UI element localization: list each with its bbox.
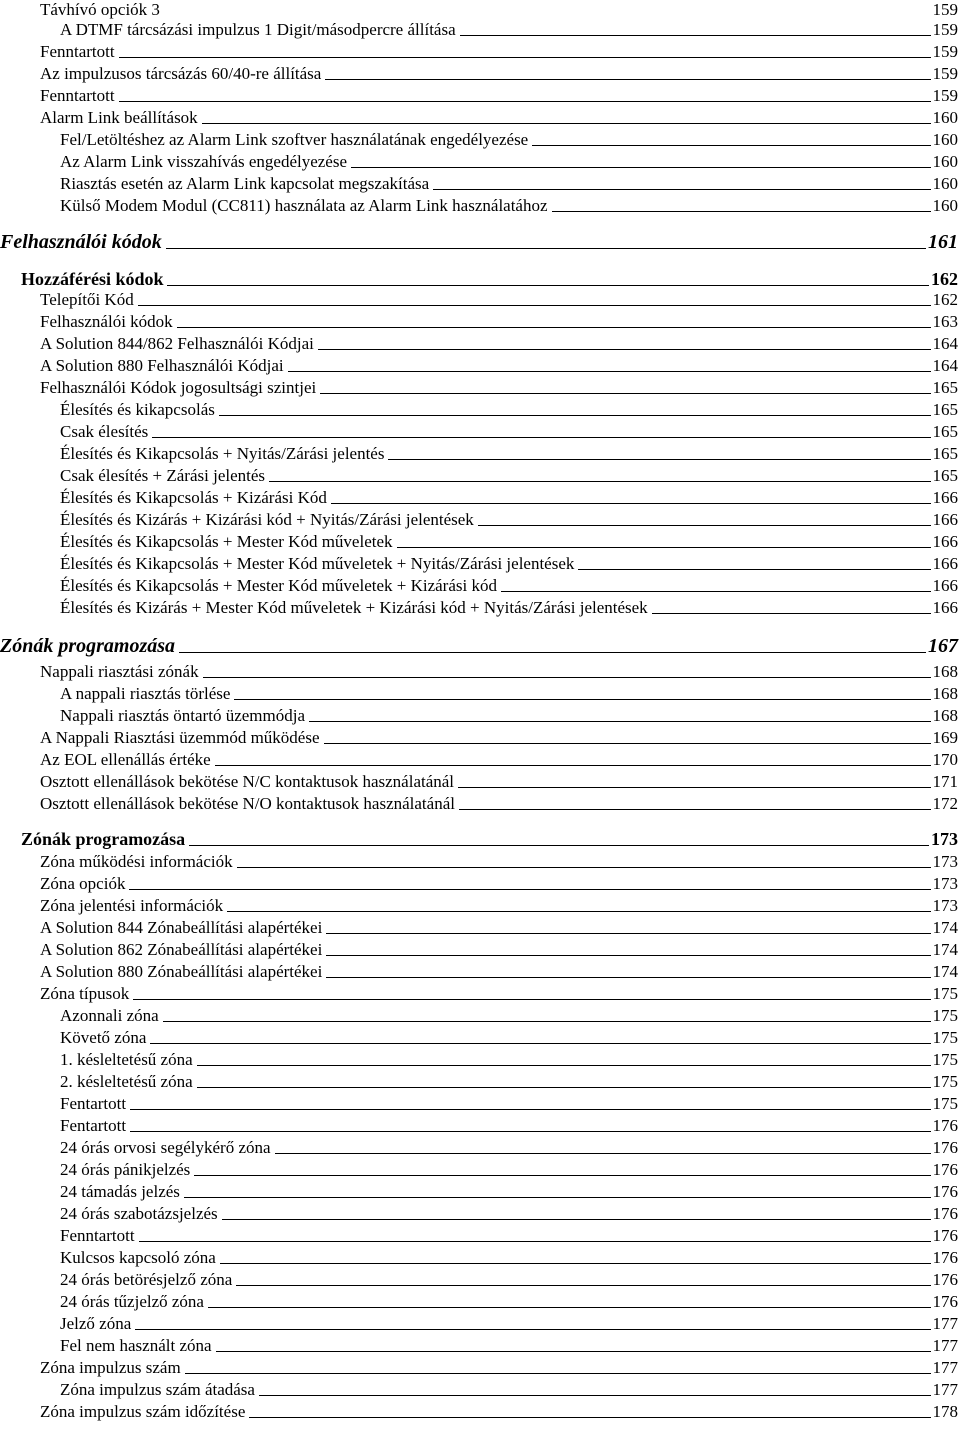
toc-entry[interactable] [0, 466, 958, 486]
toc-page-number: 176 [932, 1138, 958, 1157]
toc-entry-title: Nappali riasztási zónák [40, 662, 199, 681]
toc-page-number: 165 [932, 422, 958, 441]
toc-page-number: 175 [932, 1028, 958, 1047]
toc-entry-title: Az EOL ellenállás értéke [40, 750, 211, 769]
toc-leader-line [227, 911, 930, 912]
toc-leader-line [478, 525, 931, 526]
toc-entry-title: Osztott ellenállások bekötése N/C kontaktusok használatánál [40, 772, 455, 791]
toc-entry[interactable] [0, 174, 958, 194]
toc-entry-title: Felhasználói kódok [0, 231, 162, 253]
toc-leader-line [220, 1263, 931, 1264]
toc-page-number: 159 [932, 86, 958, 105]
toc-entry[interactable] [0, 1402, 958, 1422]
toc-entry-title: Élesítés és kikapcsolás [60, 400, 215, 419]
toc-leader-line [129, 889, 930, 890]
toc-page-number: 178 [932, 1402, 958, 1421]
toc-page-number: 176 [932, 1248, 958, 1267]
toc-entry-title: Jelző zóna [60, 1314, 132, 1333]
toc-page-number: 176 [932, 1160, 958, 1179]
toc-entry-title: 2. késleltetésű zóna [60, 1072, 193, 1091]
toc-entry-title: 24 órás tűzjelző zóna [60, 1292, 204, 1311]
toc-leader-line [532, 145, 930, 146]
toc-leader-line [318, 349, 931, 350]
toc-entry[interactable] [0, 554, 958, 574]
toc-entry[interactable] [0, 1292, 958, 1312]
toc-entry-title: Fel nem használt zóna [60, 1336, 212, 1355]
toc-leader-line [152, 437, 930, 438]
toc-leader-line [326, 955, 930, 956]
toc-entry-title: Élesítés és Kikapcsolás + Mester Kód műveletek + Nyitás/Zárási jelentések [60, 554, 575, 573]
toc-entry-title: 24 órás szabotázsjelzés [60, 1204, 218, 1223]
toc-page-number: 177 [932, 1358, 958, 1377]
toc-page-number: 159 [932, 0, 958, 19]
toc-entry-title: Zóna jelentési információk [40, 896, 224, 915]
toc-page-number: 160 [932, 130, 958, 149]
toc-leader-line [320, 393, 930, 394]
toc-entry-title: Zóna impulzus szám [40, 1358, 181, 1377]
toc-leader-line [130, 1109, 930, 1110]
toc-page-number: 165 [932, 400, 958, 419]
toc-leader-line [197, 1065, 931, 1066]
toc-leader-line [249, 1417, 930, 1418]
toc-page-number: 166 [932, 554, 958, 573]
toc-leader-line [133, 999, 930, 1000]
toc-leader-line [203, 677, 931, 678]
toc-page-number: 176 [932, 1292, 958, 1311]
toc-entry[interactable] [0, 1094, 958, 1114]
toc-page-number: 176 [932, 1226, 958, 1245]
toc-entry[interactable] [0, 1336, 958, 1356]
toc-entry[interactable] [0, 130, 958, 150]
toc-leader-line [351, 167, 930, 168]
toc-page-number: 176 [932, 1204, 958, 1223]
toc-leader-line [219, 415, 931, 416]
toc-page-number: 177 [932, 1314, 958, 1333]
toc-entry[interactable] [0, 794, 958, 814]
toc-entry[interactable] [0, 488, 958, 508]
toc-leader-line [237, 867, 931, 868]
toc-page-number: 168 [932, 662, 958, 681]
toc-entry-title: Riasztás esetén az Alarm Link kapcsolat megszakítása [60, 174, 430, 193]
toc-entry[interactable] [0, 940, 958, 960]
toc-page-number: 170 [932, 750, 958, 769]
toc-leader-line [288, 371, 931, 372]
toc-entry-title: Fel/Letöltéshez az Alarm Link szoftver használatának engedélyezése [60, 130, 529, 149]
toc-leader-line [259, 1395, 931, 1396]
toc-chapter-heading[interactable] [0, 634, 958, 658]
toc-page-number: 163 [932, 312, 958, 331]
toc-entry-title: Élesítés és Kizárás + Kizárási kód + Nyitás/Zárási jelentések [60, 510, 474, 529]
toc-entry-title: Külső Modem Modul (CC811) használata az Alarm Link használatához [60, 196, 548, 215]
toc-page-number: 177 [932, 1336, 958, 1355]
toc-leader-line [167, 285, 929, 286]
toc-page-number: 166 [932, 576, 958, 595]
toc-entry[interactable] [0, 312, 958, 332]
toc-entry-title: Követő zóna [60, 1028, 147, 1047]
toc-page-number: 175 [932, 1006, 958, 1025]
toc-leader-line [501, 591, 931, 592]
toc-leader-line [208, 1307, 931, 1308]
toc-entry-title: Kulcsos kapcsoló zóna [60, 1248, 216, 1267]
toc-entry-title: A Solution 880 Felhasználói Kódjai [40, 356, 284, 375]
toc-page-number: 166 [932, 598, 958, 617]
toc-page-number: 164 [932, 356, 958, 375]
toc-entry-title: Zónák programozása [0, 635, 176, 657]
toc-entry[interactable] [0, 576, 958, 596]
toc-entry[interactable] [0, 196, 958, 216]
toc-page-number: 160 [932, 152, 958, 171]
toc-entry[interactable] [0, 1358, 958, 1378]
toc-entry-title: Élesítés és Kikapcsolás + Kizárási Kód [60, 488, 327, 507]
toc-page-number: 162 [931, 269, 958, 289]
toc-page-number: 166 [932, 488, 958, 507]
toc-entry-title: Fenntartott [60, 1226, 135, 1245]
toc-entry[interactable] [0, 1006, 958, 1026]
toc-entry[interactable] [0, 334, 958, 354]
toc-entry[interactable] [0, 1182, 958, 1202]
toc-leader-line [194, 1175, 930, 1176]
toc-leader-line [179, 652, 926, 653]
toc-entry[interactable] [0, 108, 958, 128]
toc-leader-line [459, 809, 931, 810]
toc-entry-title: Zóna impulzus szám időzítése [40, 1402, 246, 1421]
toc-entry[interactable] [0, 728, 958, 748]
toc-leader-line [189, 845, 929, 846]
toc-page-number: 159 [932, 20, 958, 39]
toc-entry-title: Felhasználói Kódok jogosultsági szintjei [40, 378, 317, 397]
toc-page-number: 165 [932, 444, 958, 463]
toc-leader-line [150, 1043, 930, 1044]
toc-page-number: 177 [932, 1380, 958, 1399]
toc-entry[interactable] [0, 422, 958, 442]
toc-page-number: 164 [932, 334, 958, 353]
toc-entry[interactable] [0, 1270, 958, 1290]
toc-leader-line [325, 79, 930, 80]
toc-page-number: 173 [932, 852, 958, 871]
toc-leader-line [222, 1219, 931, 1220]
toc-entry[interactable] [0, 532, 958, 552]
toc-entry-title: A Solution 844 Zónabeállítási alapértékei [40, 918, 323, 937]
toc-entry[interactable] [0, 896, 958, 916]
toc-entry-title: Zóna opciók [40, 874, 126, 893]
toc-entry[interactable] [0, 962, 958, 982]
toc-page-number: 176 [932, 1182, 958, 1201]
toc-entry-title: Nappali riasztás öntartó üzemmódja [60, 706, 305, 725]
toc-entry-title: Fenntartott [40, 86, 115, 105]
toc-entry-title: 1. késleltetésű zóna [60, 1050, 193, 1069]
toc-leader-line [185, 1373, 931, 1374]
toc-leader-line [397, 547, 931, 548]
toc-entry[interactable] [0, 874, 958, 894]
toc-leader-line [202, 123, 931, 124]
toc-entry[interactable] [0, 510, 958, 530]
toc-leader-line [309, 721, 931, 722]
toc-entry[interactable] [0, 750, 958, 770]
toc-leader-line [275, 1153, 931, 1154]
toc-entry-title: Felhasználói kódok [40, 312, 173, 331]
toc-entry-title: Élesítés és Kizárás + Mester Kód műveletek + Kizárási kód + Nyitás/Zárási jelentések [60, 598, 648, 617]
toc-entry-title: 24 órás betörésjelző zóna [60, 1270, 233, 1289]
toc-entry-title: Fenntartott [40, 42, 115, 61]
toc-entry-title: A Nappali Riasztási üzemmód működése [40, 728, 320, 747]
toc-entry-title: 24 órás pánikjelzés [60, 1160, 191, 1179]
toc-page-number: 168 [932, 706, 958, 725]
toc-page-number: 160 [932, 174, 958, 193]
toc-page-number: 165 [932, 466, 958, 485]
toc-entry-title: Élesítés és Kikapcsolás + Mester Kód műveletek + Kizárási kód [60, 576, 497, 595]
toc-entry[interactable] [0, 772, 958, 792]
toc-entry-title: A nappali riasztás törlése [60, 684, 231, 703]
toc-leader-line [135, 1329, 930, 1330]
toc-page-number: 162 [932, 290, 958, 309]
toc-entry[interactable] [0, 86, 958, 106]
toc-entry-title: 24 órás orvosi segélykérő zóna [60, 1138, 271, 1157]
toc-page-number: 173 [931, 829, 958, 849]
toc-leader-line [166, 248, 926, 249]
toc-leader-line [236, 1285, 930, 1286]
toc-leader-line [215, 765, 931, 766]
toc-entry-title: Hozzáférési kódok [21, 269, 164, 289]
toc-entry[interactable] [0, 684, 958, 704]
toc-page-number: 171 [932, 772, 958, 791]
toc-page-number: 174 [932, 918, 958, 937]
toc-leader-line [139, 1241, 931, 1242]
toc-chapter-heading[interactable] [0, 230, 958, 254]
toc-entry-title: Az impulzusos tárcsázás 60/40-re állítása [40, 64, 322, 83]
toc-leader-line [324, 743, 931, 744]
toc-entry-title: Zóna működési információk [40, 852, 233, 871]
toc-entry[interactable] [0, 706, 958, 726]
toc-page-number: 165 [932, 378, 958, 397]
toc-entry-title: Élesítés és Kikapcsolás + Nyitás/Zárási jelentés [60, 444, 385, 463]
toc-entry[interactable] [0, 152, 958, 172]
toc-leader-line [119, 101, 931, 102]
toc-entry[interactable] [0, 64, 958, 84]
toc-entry[interactable] [0, 1380, 958, 1400]
toc-leader-line [184, 1197, 931, 1198]
toc-entry[interactable] [0, 0, 958, 20]
toc-leader-line [326, 933, 930, 934]
toc-entry[interactable] [0, 1072, 958, 1092]
toc-entry-title: Fentartott [60, 1116, 127, 1135]
toc-leader-line [119, 57, 931, 58]
toc-entry-title: Osztott ellenállások bekötése N/O kontaktusok használatánál [40, 794, 455, 813]
toc-entry[interactable] [0, 20, 958, 40]
toc-leader-line [326, 977, 930, 978]
toc-leader-line [652, 613, 931, 614]
toc-section-heading[interactable] [0, 828, 958, 850]
toc-entry[interactable] [0, 356, 958, 376]
toc-page-number: 161 [928, 231, 958, 253]
toc-leader-line [388, 459, 930, 460]
toc-leader-line [163, 1021, 931, 1022]
toc-entry[interactable] [0, 444, 958, 464]
toc-page-number: 173 [932, 896, 958, 915]
toc-entry-title: Azonnali zóna [60, 1006, 159, 1025]
toc-page-number: 175 [932, 1072, 958, 1091]
toc-entry[interactable] [0, 1248, 958, 1268]
toc-leader-line [130, 1131, 930, 1132]
toc-page-number: 159 [932, 64, 958, 83]
toc-entry-title: Zóna impulzus szám átadása [60, 1380, 255, 1399]
toc-entry-title: A Solution 844/862 Felhasználói Kódjai [40, 334, 314, 353]
toc-leader-line [138, 305, 931, 306]
toc-entry[interactable] [0, 1160, 958, 1180]
toc-entry-title: Élesítés és Kikapcsolás + Mester Kód műveletek [60, 532, 393, 551]
toc-entry[interactable] [0, 1226, 958, 1246]
toc-entry-title: Távhívó opciók 3 [40, 0, 160, 19]
toc-page-number: 160 [932, 196, 958, 215]
toc-entry-title: Telepítői Kód [40, 290, 134, 309]
toc-entry-title: Csak élesítés + Zárási jelentés [60, 466, 266, 485]
toc-section-heading[interactable] [0, 268, 958, 290]
toc-entry[interactable] [0, 852, 958, 872]
toc-leader-line [197, 1087, 931, 1088]
toc-leader-line [552, 211, 931, 212]
toc-page-number: 175 [932, 1050, 958, 1069]
toc-entry[interactable] [0, 1028, 958, 1048]
toc-entry-title: Alarm Link beállítások [40, 108, 198, 127]
toc-entry[interactable] [0, 290, 958, 310]
toc-leader-line [331, 503, 931, 504]
toc-page-number: 169 [932, 728, 958, 747]
toc-page-number: 166 [932, 532, 958, 551]
toc-entry-title: A Solution 880 Zónabeállítási alapértékei [40, 962, 323, 981]
toc-leader-line [578, 569, 930, 570]
toc-leader-line [460, 35, 931, 36]
toc-entry[interactable] [0, 1138, 958, 1158]
toc-leader-line [433, 189, 930, 190]
toc-entry-title: Fentartott [60, 1094, 127, 1113]
toc-entry[interactable] [0, 598, 958, 618]
toc-entry[interactable] [0, 1204, 958, 1224]
toc-entry[interactable] [0, 1116, 958, 1136]
toc-entry[interactable] [0, 42, 958, 62]
toc-page-number: 176 [932, 1270, 958, 1289]
toc-page-number: 160 [932, 108, 958, 127]
toc-entry[interactable] [0, 378, 958, 398]
toc-entry[interactable] [0, 1314, 958, 1334]
toc-entry[interactable] [0, 918, 958, 938]
toc-page-number: 173 [932, 874, 958, 893]
toc-entry-title: Csak élesítés [60, 422, 149, 441]
toc-entry[interactable] [0, 1050, 958, 1070]
toc-entry-title: A DTMF tárcsázási impulzus 1 Digit/másodpercre állítása [60, 20, 456, 39]
toc-entry[interactable] [0, 400, 958, 420]
toc-page-number: 174 [932, 940, 958, 959]
toc-page-number: 172 [932, 794, 958, 813]
toc-leader-line [177, 327, 931, 328]
toc-entry-title: Zóna típusok [40, 984, 130, 1003]
toc-entry[interactable] [0, 662, 958, 682]
toc-entry-title: Az Alarm Link visszahívás engedélyezése [60, 152, 348, 171]
toc-entry-title: Zónák programozása [21, 829, 186, 849]
toc-entry[interactable] [0, 984, 958, 1004]
toc-page-number: 159 [932, 42, 958, 61]
toc-page-number: 175 [932, 1094, 958, 1113]
toc-page-number: 168 [932, 684, 958, 703]
toc-page-number: 167 [928, 635, 958, 657]
toc-page-number: 174 [932, 962, 958, 981]
toc-entry-title: A Solution 862 Zónabeállítási alapértékei [40, 940, 323, 959]
toc-leader-line [216, 1351, 931, 1352]
toc-leader-line [234, 699, 930, 700]
toc-page-number: 176 [932, 1116, 958, 1135]
toc-leader-line [458, 787, 930, 788]
toc-page-number: 166 [932, 510, 958, 529]
toc-page-number: 175 [932, 984, 958, 1003]
toc-entry-title: 24 támadás jelzés [60, 1182, 180, 1201]
toc-leader-line [269, 481, 930, 482]
